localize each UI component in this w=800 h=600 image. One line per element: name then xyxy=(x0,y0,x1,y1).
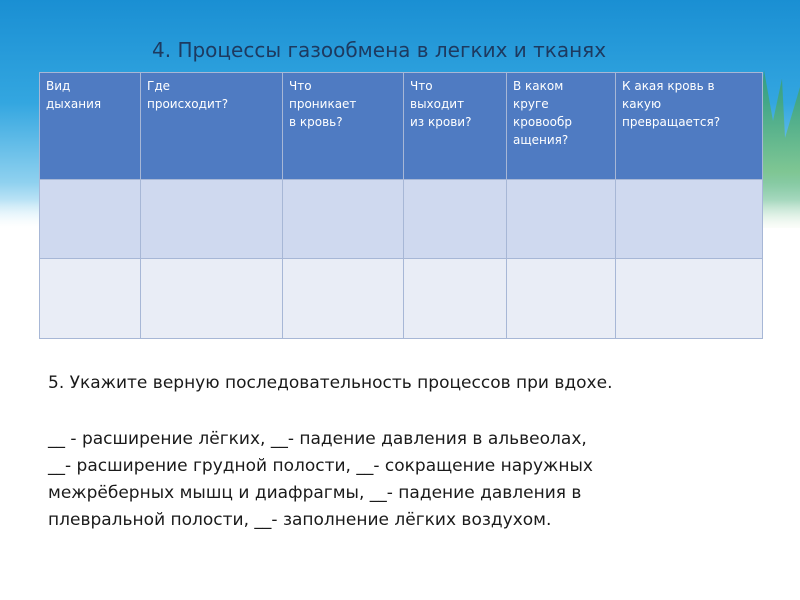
table-cell xyxy=(40,180,141,259)
answer-line: плевральной полости, __- заполнение лёгких воздухом. xyxy=(48,510,552,530)
header-cell: Что проникает в кровь? xyxy=(283,73,404,180)
table-cell xyxy=(141,259,283,339)
answer-line: __ - расширение лёгких, __- падение давления в альвеолах, xyxy=(48,429,587,449)
table-cell xyxy=(404,180,507,259)
gas-exchange-table xyxy=(39,72,763,339)
table-cell xyxy=(283,259,404,339)
table-cell xyxy=(507,180,616,259)
table-row xyxy=(40,259,763,339)
header-cell: К акая кровь в какую превращается? xyxy=(616,73,763,180)
header-cell: Где происходит? xyxy=(141,73,283,180)
header-cell: Что выходит из крови? xyxy=(404,73,507,180)
table-cell xyxy=(141,180,283,259)
table-row xyxy=(40,180,763,259)
table-cell xyxy=(40,259,141,339)
table-cell xyxy=(404,259,507,339)
header-cell: Вид дыхания xyxy=(40,73,141,180)
table-cell xyxy=(616,180,763,259)
question-prompt: 5. Укажите верную последовательность процессов при вдохе. xyxy=(48,373,613,393)
answer-line: __- расширение грудной полости, __- сокращение наружных xyxy=(48,456,593,476)
table-cell xyxy=(507,259,616,339)
question-answer-text xyxy=(48,426,748,534)
header-cell: В каком круге кровообр ащения? xyxy=(507,73,616,180)
table-header-row xyxy=(40,73,763,180)
slide-title: 4. Процессы газообмена в легких и тканях xyxy=(152,38,607,62)
table-cell xyxy=(283,180,404,259)
table-cell xyxy=(616,259,763,339)
answer-line: межрёберных мышц и диафрагмы, __- падение давления в xyxy=(48,483,582,503)
